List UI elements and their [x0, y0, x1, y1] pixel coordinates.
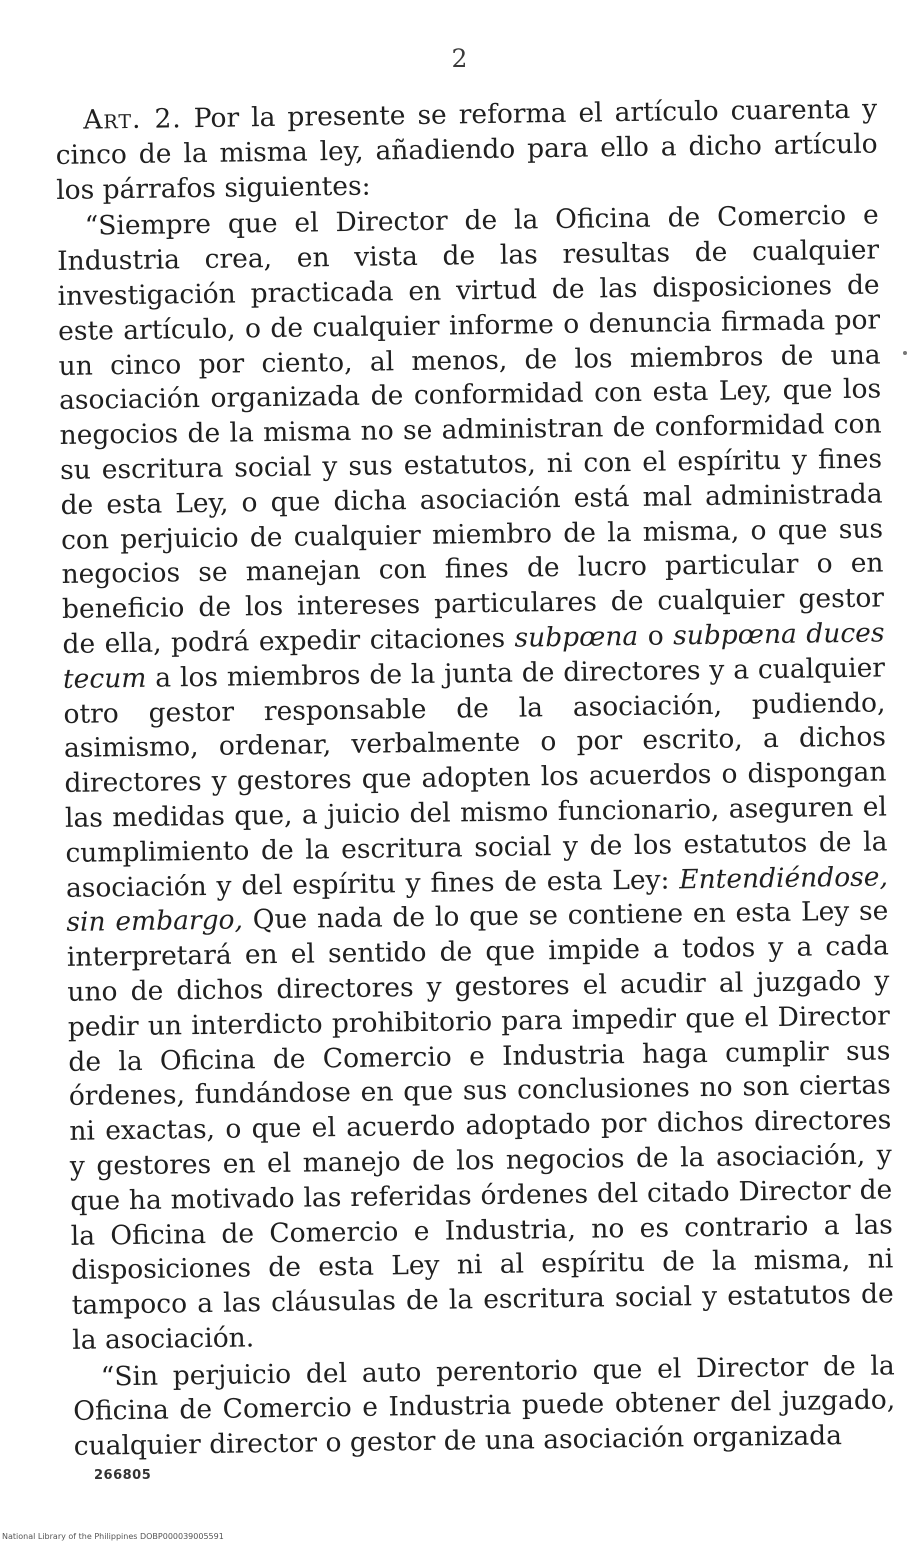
paragraph-1-text-a: “Siempre que el Director de la Oficina de Comercio e Industria crea, en vista de las resultas de cualquier investigación practicada en virtud de las disposiciones de este artículo, o de cualquier informe o denuncia firmada por un cinco por ciento, al menos, de los miembros de una asociación organizada de conformidad con esta Ley, que los negocios de la misma no se administran de conformidad con su escritura social y sus estatutos, ni con el espíritu y fines de esta Ley, o que dicha asociación está mal administrada con perjuicio de cualquier miembro de la misma, o que sus negocios se manejan con fines de lucro particular o en beneficio de los intereses particulares de cualquier gestor de ella, podrá expedir citaciones: [56, 199, 885, 660]
paragraph-1-italic-proviso: Entendiéndose, sin embargo,: [66, 860, 889, 939]
paragraph-1-text-c: a los miembros de la junta de directores y a cualquier otro gestor responsable de la asociación, pudiendo, asimismo, ordenar, verbalmente o por escrito, a dichos directores y gestores que adopten los acuerdos o dispongan las medidas que, a juicio del mismo funcionario, aseguren el cumplimiento de la escritura social y de los estatutos de la asociación y del espíritu y fines de esta Ley:: [63, 652, 888, 904]
paragraph-1-text-d: Que nada de lo que se contiene en esta Ley se interpretará en el sentido de que impide a todos y a cada uno de dichos directores y gestores el acudir al juzgado y pedir un interdicto prohibitorio para impedir que el Director de la Oficina de Comercio e Industria haga cumplir sus órdenes, fundándose en que sus conclusiones no son ciertas ni exactas, o que el acuerdo adoptado por dichos directores y gestores en el manejo de los negocios de la asociación, y que ha motivado las referidas órdenes del citado Director de la Oficina de Comercio e Industria, no es contrario a las disposiciones de esta Ley ni al espíritu de la misma, ni tampoco a las cláusulas de la escritura social y estatutos de la asociación.: [66, 895, 894, 1356]
margin-mark: [903, 351, 907, 355]
paragraph-1-italic-subpoena: subpœna: [514, 620, 639, 654]
quoted-paragraph-1: [56, 199, 894, 1359]
footer-printer-code: 266805: [94, 1468, 152, 1483]
page-number: 2: [451, 44, 468, 73]
article-2-paragraph: [55, 93, 878, 209]
paragraph-1-italic-subpoena-duces-tecum: subpœna duces tecum: [62, 617, 885, 695]
document-body: [55, 93, 896, 1465]
footer-library-note: National Library of the Philippines DOBP000039005591: [2, 1532, 224, 1541]
quoted-paragraph-2: [73, 1349, 896, 1465]
article-label: Art. 2.: [83, 103, 182, 136]
article-intro-text: Por la presente se reforma el artículo cuarenta y cinco de la misma ley, añadiendo para ello a dicho artículo los párrafos siguientes:: [55, 93, 878, 206]
paragraph-1-text-b: o: [638, 620, 674, 652]
paragraph-2-text: “Sin perjuicio del auto perentorio que el Director de la Oficina de Comercio e Industria puede obtener del juzgado, cualquier director o gestor de una asociación organizada: [73, 1350, 896, 1463]
